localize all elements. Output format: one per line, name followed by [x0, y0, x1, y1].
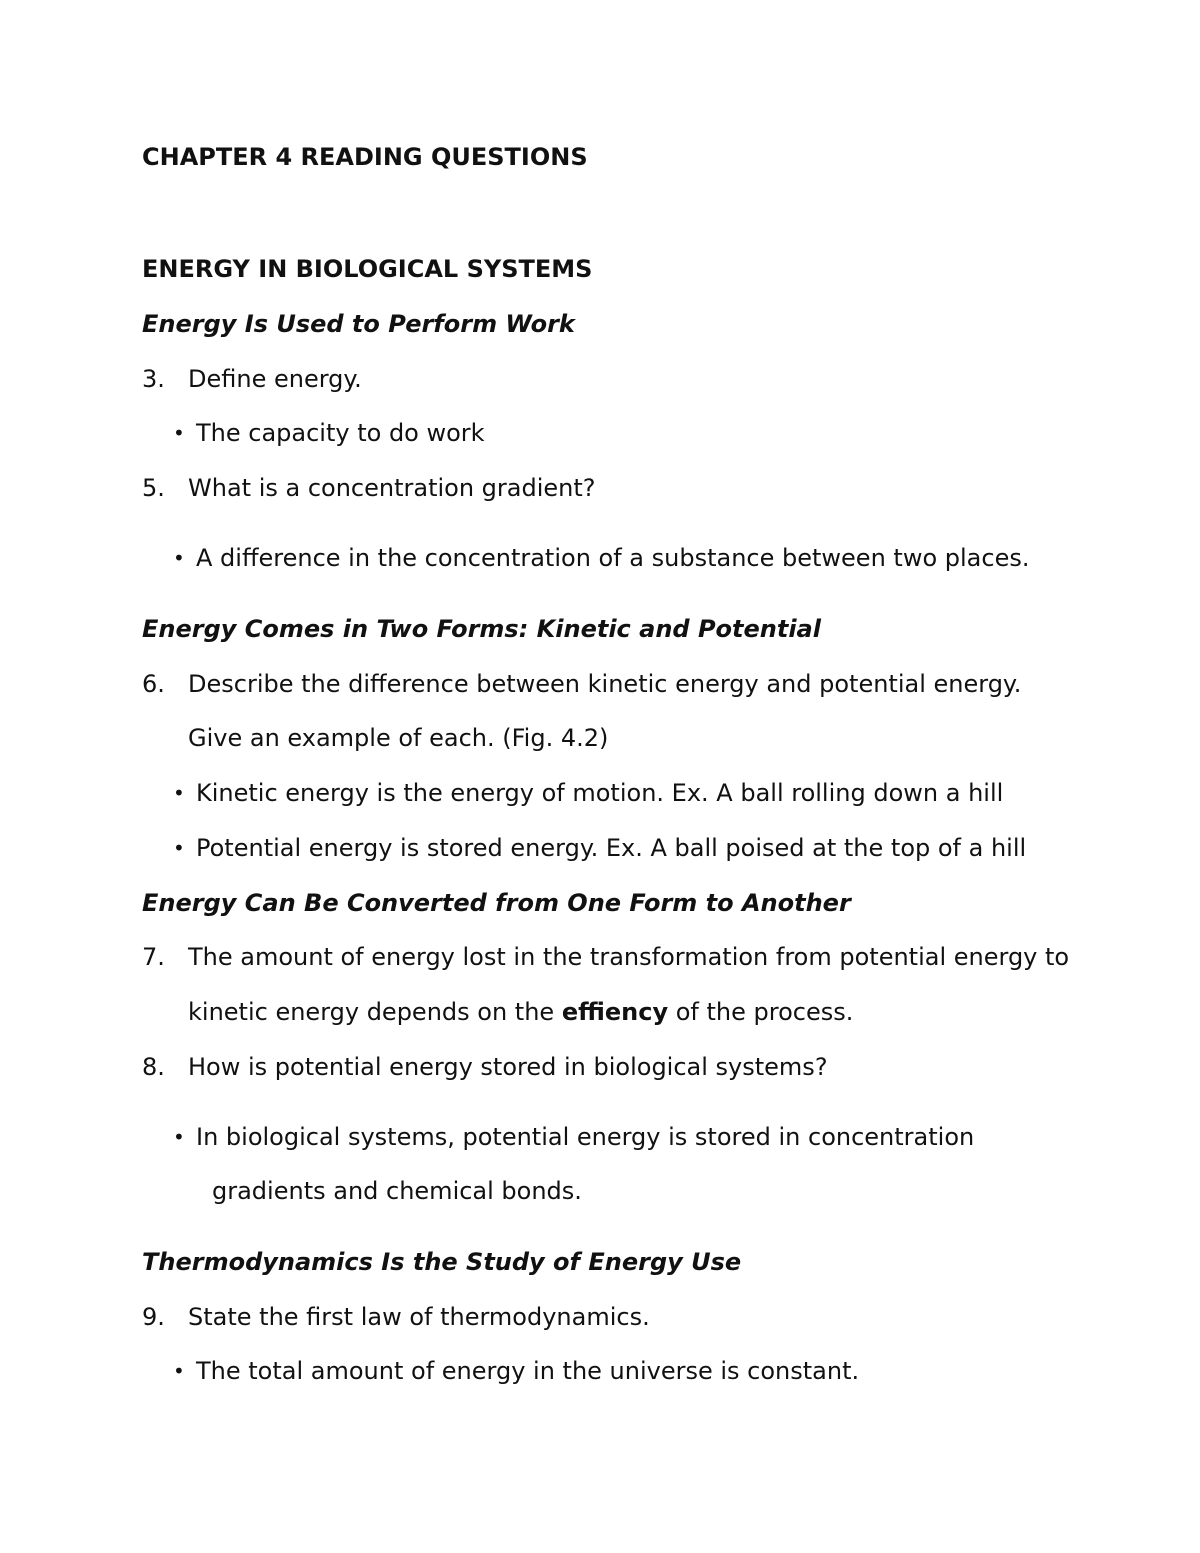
- question-6-continuation: Give an example of each. (Fig. 4.2): [188, 724, 609, 752]
- answer-text: Potential energy is stored energy. Ex. A ball poised at the top of a hill: [196, 834, 1027, 862]
- answer-text: The total amount of energy in the universe is constant.: [196, 1357, 860, 1385]
- question-text: Describe the difference between kinetic energy and potential energy.: [188, 670, 1022, 698]
- chapter-title: CHAPTER 4 READING QUESTIONS: [142, 143, 588, 171]
- question-text: State the first law of thermodynamics.: [188, 1303, 650, 1331]
- bullet-icon: •: [173, 421, 185, 445]
- section-title: ENERGY IN BIOLOGICAL SYSTEMS: [142, 255, 593, 283]
- question-text: What is a concentration gradient?: [188, 474, 596, 502]
- answer-text: Kinetic energy is the energy of motion. Ex. A ball rolling down a hill: [196, 779, 1004, 807]
- question-number: 7.: [142, 943, 165, 971]
- question-text: How is potential energy stored in biological systems?: [188, 1053, 828, 1081]
- bullet-icon: •: [173, 836, 185, 860]
- subheading-thermodynamics: Thermodynamics Is the Study of Energy Use: [142, 1248, 742, 1276]
- subheading-two-forms: Energy Comes in Two Forms: Kinetic and Potential: [142, 615, 821, 643]
- bullet-icon: •: [173, 1359, 185, 1383]
- question-number: 5.: [142, 474, 165, 502]
- answer-text: A difference in the concentration of a substance between two places.: [196, 544, 1030, 572]
- bullet-icon: •: [173, 1125, 185, 1149]
- subheading-energy-work: Energy Is Used to Perform Work: [142, 310, 575, 338]
- bullet-icon: •: [173, 781, 185, 805]
- subheading-conversion: Energy Can Be Converted from One Form to Another: [142, 889, 851, 917]
- answer-text: In biological systems, potential energy is stored in concentration: [196, 1123, 975, 1151]
- question-7-continuation: [188, 997, 853, 1027]
- question-text: Define energy.: [188, 365, 362, 393]
- question-7-bold-term: effiency: [561, 998, 669, 1026]
- question-text: The amount of energy lost in the transformation from potential energy to: [188, 943, 1070, 971]
- question-7-text-pre: kinetic energy depends on the: [188, 998, 562, 1026]
- question-number: 9.: [142, 1303, 165, 1331]
- bullet-icon: •: [173, 546, 185, 570]
- question-number: 8.: [142, 1053, 165, 1081]
- answer-8-continuation: gradients and chemical bonds.: [212, 1177, 582, 1205]
- answer-text: The capacity to do work: [196, 419, 485, 447]
- question-number: 6.: [142, 670, 165, 698]
- question-7-text-post: of the process.: [668, 998, 854, 1026]
- question-number: 3.: [142, 365, 165, 393]
